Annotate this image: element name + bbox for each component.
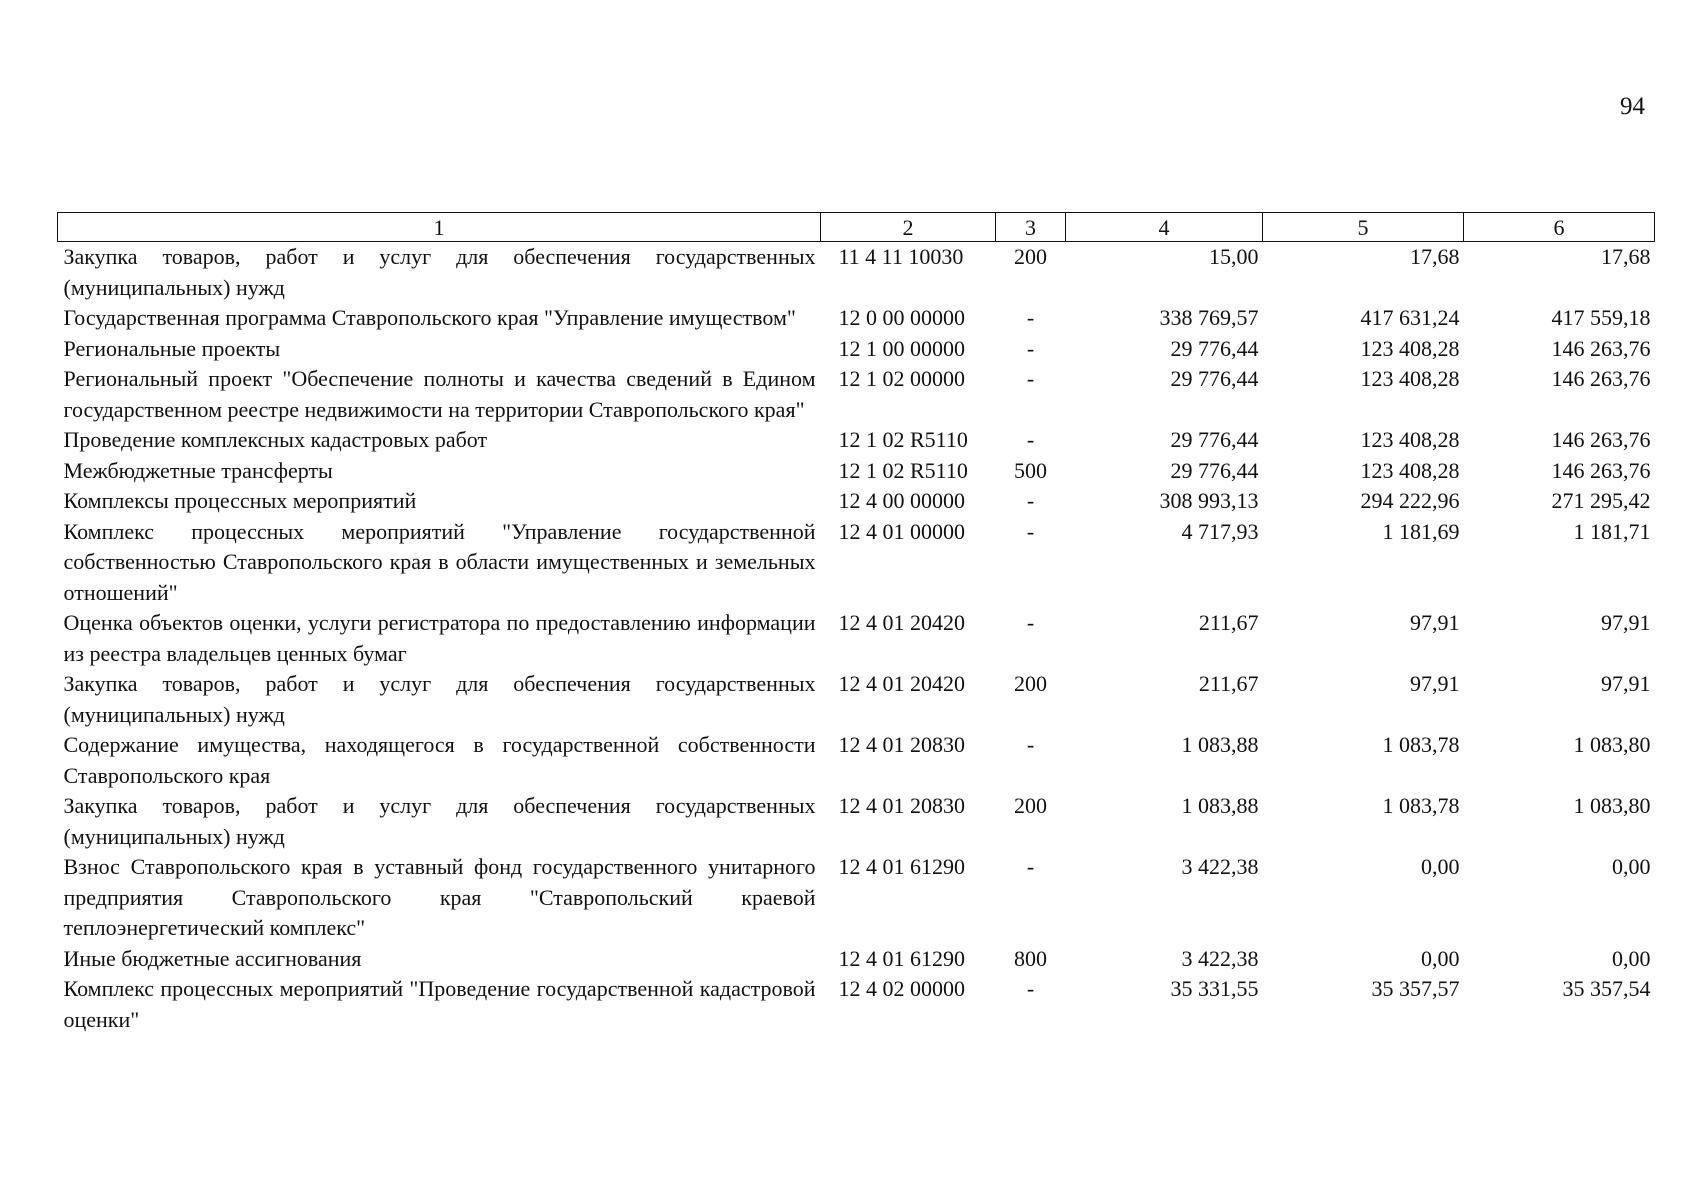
table-row	[58, 456, 1655, 487]
row-amount-col6: 1 181,71	[1573, 518, 1651, 544]
row-name: Закупка товаров, работ и услуг для обеспечения государственных (муниципальных) нужд	[63, 244, 816, 300]
table-header-row	[58, 213, 1655, 242]
table-row	[58, 974, 1655, 1035]
row-expense-type: -	[1026, 518, 1035, 544]
table-row	[58, 517, 1655, 609]
row-code: 12 1 02 00000	[838, 366, 965, 391]
row-code: 12 1 02 R5110	[838, 427, 968, 452]
row-name: Комплекс процессных мероприятий "Управление государственной собственностью Ставропольского края в области имущественных и земельных отношений"	[63, 518, 816, 605]
row-amount-col5: 97,91	[1410, 671, 1460, 696]
row-amount-col5: 417 631,24	[1360, 305, 1460, 330]
row-amount-col6: 271 295,42	[1551, 488, 1651, 513]
row-expense-type: -	[1026, 427, 1035, 452]
row-amount-col6: 146 263,76	[1551, 366, 1651, 391]
row-amount-col6: 1 083,80	[1573, 793, 1651, 818]
row-amount-col5: 17,68	[1410, 244, 1460, 269]
row-expense-type: 200	[1014, 793, 1047, 818]
row-amount-col4: 211,67	[1198, 610, 1259, 635]
row-amount-col5: 35 357,57	[1371, 976, 1460, 1001]
row-amount-col6: 417 559,18	[1551, 305, 1651, 330]
row-amount-col5: 1 181,69	[1382, 518, 1460, 544]
row-code: 12 4 01 20830	[838, 793, 965, 818]
row-expense-type: -	[1026, 366, 1035, 391]
row-amount-col4: 211,67	[1198, 671, 1259, 696]
row-amount-col4: 35 331,55	[1170, 976, 1259, 1001]
row-expense-type: -	[1026, 976, 1035, 1001]
column-header-5: 5	[1263, 213, 1464, 242]
row-name: Иные бюджетные ассигнования	[63, 945, 362, 971]
row-name: Оценка объектов оценки, услуги регистратора по предоставлению информации из реестра владельцев ценных бумаг	[63, 610, 816, 666]
budget-table	[57, 212, 1655, 1035]
table-row	[58, 791, 1655, 852]
row-code: 12 4 01 00000	[838, 518, 965, 544]
table-row	[58, 730, 1655, 791]
row-code: 11 4 11 10030	[838, 244, 964, 269]
row-amount-col5: 97,91	[1410, 610, 1460, 635]
table-row	[58, 303, 1655, 334]
row-code: 12 4 01 20420	[838, 610, 965, 635]
table-row	[58, 242, 1655, 304]
table-row	[58, 486, 1655, 517]
row-code: 12 4 01 61290	[838, 854, 965, 879]
row-name: Содержание имущества, находящегося в государственной собственности Ставропольского края	[63, 732, 816, 788]
row-code: 12 4 01 20420	[838, 671, 965, 696]
row-name: Региональные проекты	[63, 335, 281, 361]
row-amount-col5: 123 408,28	[1360, 427, 1460, 452]
row-amount-col6: 146 263,76	[1551, 335, 1651, 361]
row-expense-type: -	[1026, 488, 1035, 513]
row-amount-col6: 146 263,76	[1551, 427, 1651, 452]
row-amount-col5: 0,00	[1421, 945, 1460, 971]
row-amount-col4: 3 422,38	[1181, 854, 1259, 879]
table-row	[58, 608, 1655, 669]
table-body	[58, 242, 1655, 1036]
row-amount-col4: 15,00	[1209, 244, 1259, 269]
row-name: Региональный проект "Обеспечение полноты и качества сведений в Едином государственном реестре недвижимости на территории Ставропольского края"	[63, 366, 816, 422]
row-expense-type: -	[1026, 335, 1035, 361]
row-expense-type: 500	[1014, 457, 1047, 483]
row-amount-col5: 294 222,96	[1360, 488, 1460, 513]
row-expense-type: -	[1026, 305, 1035, 330]
row-amount-col6: 17,68	[1601, 244, 1651, 269]
row-expense-type: 200	[1014, 244, 1047, 269]
row-amount-col4: 1 083,88	[1181, 793, 1259, 818]
row-amount-col4: 3 422,38	[1181, 945, 1259, 971]
row-code: 12 1 00 00000	[838, 335, 965, 361]
column-header-4: 4	[1066, 213, 1263, 242]
row-amount-col4: 308 993,13	[1159, 488, 1259, 513]
row-code: 12 4 01 61290	[838, 945, 965, 971]
row-code: 12 1 02 R5110	[838, 457, 968, 483]
row-amount-col5: 0,00	[1421, 854, 1460, 879]
row-name: Взнос Ставропольского края в уставный фонд государственного унитарного предприятия Ставропольского края "Ставропольский краевой теплоэнергетический комплекс"	[63, 854, 816, 940]
row-amount-col6: 97,91	[1601, 610, 1651, 635]
row-amount-col5: 123 408,28	[1360, 457, 1460, 483]
row-code: 12 4 02 00000	[838, 976, 965, 1001]
row-amount-col4: 338 769,57	[1159, 305, 1259, 330]
row-name: Государственная программа Ставропольского края "Управление имуществом"	[63, 305, 796, 330]
row-amount-col6: 97,91	[1601, 671, 1651, 696]
row-amount-col4: 29 776,44	[1170, 335, 1259, 361]
column-header-2: 2	[821, 213, 996, 242]
row-amount-col4: 29 776,44	[1170, 427, 1259, 452]
column-header-6: 6	[1464, 213, 1655, 242]
row-expense-type: -	[1026, 732, 1035, 757]
row-amount-col6: 35 357,54	[1562, 976, 1651, 1001]
row-amount-col5: 123 408,28	[1360, 366, 1460, 391]
row-code: 12 4 00 00000	[838, 488, 965, 513]
row-name: Комплекс процессных мероприятий "Проведение государственной кадастровой оценки"	[63, 976, 816, 1032]
row-amount-col6: 0,00	[1612, 945, 1651, 971]
row-code: 12 4 01 20830	[838, 732, 965, 757]
row-expense-type: -	[1026, 854, 1035, 879]
row-amount-col6: 1 083,80	[1573, 732, 1651, 757]
page-number: 94	[1620, 93, 1645, 120]
table-row	[58, 364, 1655, 425]
row-code: 12 0 00 00000	[838, 305, 965, 330]
row-amount-col6: 146 263,76	[1551, 457, 1651, 483]
table-row	[58, 669, 1655, 730]
row-amount-col5: 1 083,78	[1382, 793, 1460, 818]
row-name: Межбюджетные трансферты	[63, 457, 333, 483]
table-row	[58, 944, 1655, 975]
row-amount-col4: 29 776,44	[1170, 366, 1259, 391]
row-amount-col5: 1 083,78	[1382, 732, 1460, 757]
column-header-3: 3	[996, 213, 1066, 242]
row-amount-col6: 0,00	[1612, 854, 1651, 879]
row-amount-col4: 1 083,88	[1181, 732, 1259, 757]
row-amount-col4: 4 717,93	[1181, 518, 1259, 544]
row-expense-type: 200	[1014, 671, 1047, 696]
column-header-1: 1	[58, 213, 821, 242]
row-name: Комплексы процессных мероприятий	[63, 488, 417, 513]
table-row	[58, 334, 1655, 365]
row-amount-col5: 123 408,28	[1360, 335, 1460, 361]
row-name: Проведение комплексных кадастровых работ	[63, 427, 488, 452]
row-expense-type: -	[1026, 610, 1035, 635]
row-name: Закупка товаров, работ и услуг для обеспечения государственных (муниципальных) нужд	[63, 671, 816, 727]
row-amount-col4: 29 776,44	[1170, 457, 1259, 483]
table-row	[58, 852, 1655, 944]
table-row	[58, 425, 1655, 456]
row-name: Закупка товаров, работ и услуг для обеспечения государственных (муниципальных) нужд	[63, 793, 816, 849]
row-expense-type: 800	[1014, 945, 1047, 971]
